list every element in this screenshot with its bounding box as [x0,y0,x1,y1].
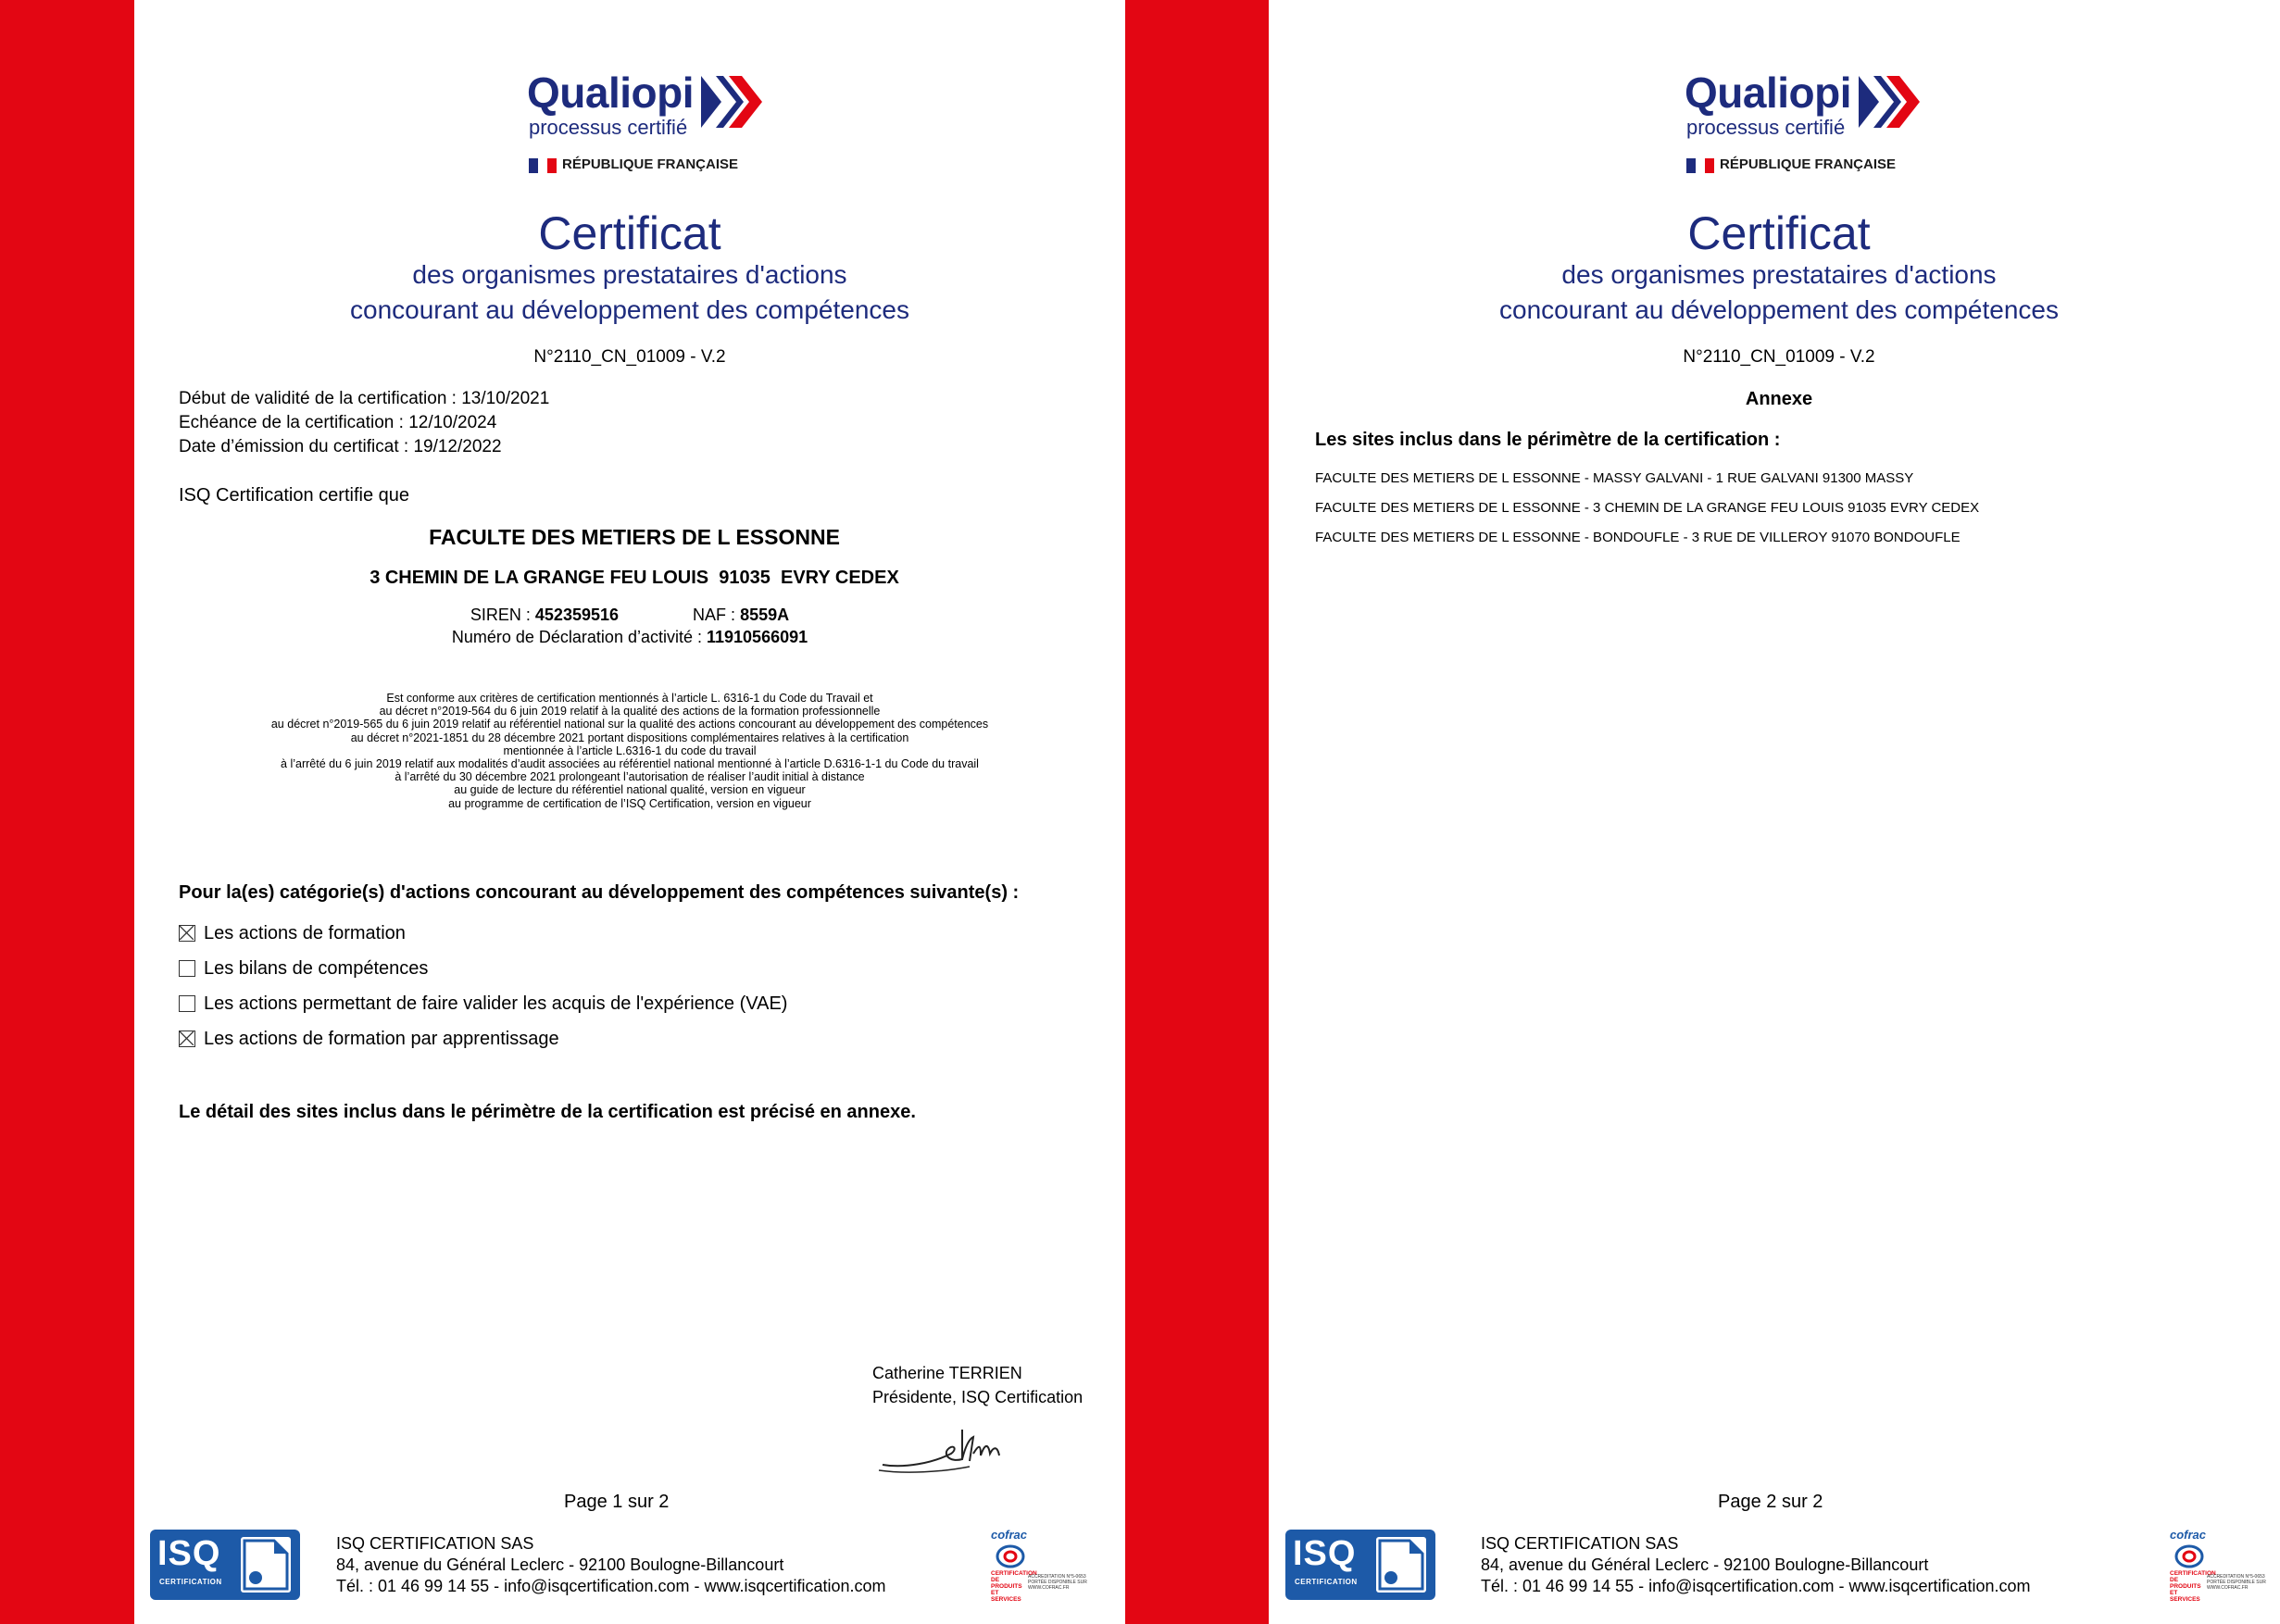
qualiopi-chevron-icon [701,76,764,128]
category-label: Les bilans de compétences [204,958,429,979]
company-name: ISQ CERTIFICATION SAS [1481,1534,1679,1553]
isq-certification-label: CERTIFICATION [1295,1578,1358,1586]
empty-checkbox-icon [179,960,195,977]
cofrac-emblem-icon [995,1543,1026,1570]
legal-line: au décret n°2019-564 du 6 juin 2019 relatif à la qualité des actions de la formation professionnelle [379,705,881,718]
site-item: FACULTE DES METIERS DE L ESSONNE - MASSY GALVANI - 1 RUE GALVANI 91300 MASSY [1315,470,1914,486]
cofrac-accreditation: ACCREDITATION N°5-0653 PORTÉE DISPONIBLE SUR WWW.COFRAC.FR [2207,1574,2266,1591]
cofrac-scope: CERTIFICATION DE PRODUITS ET SERVICES [991,1570,1037,1603]
certificate-page-2 [1269,0,2280,1624]
cofrac-accreditation: ACCREDITATION N°5-0653 PORTÉE DISPONIBLE SUR WWW.COFRAC.FR [1028,1574,1087,1591]
siren-value: 452359516 [534,606,620,624]
checked-checkbox-icon [179,925,195,942]
isq-wordmark: ISQ [1293,1534,1357,1573]
siren-naf-line [134,604,1125,626]
declaration-label: Numéro de Déclaration d’activité : [451,628,702,646]
legal-line: à l’arrêté du 6 juin 2019 relatif aux modalités d’audit associées au référentiel national mentionné à l’article D.6316-1-1 du Code du travail [281,757,979,771]
qualiopi-tagline: processus certifié [1686,116,1846,139]
legal-line: au décret n°2021-1851 du 28 décembre 2021 portant dispositions complémentaires relatives à la certification [350,731,909,744]
certificate-title: Certificat [538,207,721,259]
naf-label: NAF : [693,606,736,624]
company-contact: Tél. : 01 46 99 14 55 - info@isqcertification.com - www.isqcertification.com [336,1577,886,1595]
qualiopi-logo [527,67,772,178]
validity-start: Début de validité de la certification : 13/10/2021 [179,389,550,408]
signatory-name: Catherine TERRIEN [872,1364,1022,1382]
company-address: 84, avenue du Général Leclerc - 92100 Boulogne-Billancourt [336,1555,784,1574]
empty-checkbox-icon [179,995,195,1012]
republique-francaise-label: RÉPUBLIQUE FRANÇAISE [562,156,739,172]
annex-heading: Annexe [1745,389,1813,409]
categories-heading: Pour la(es) catégorie(s) d'actions concourant au développement des compétences suivante(s) : [179,882,1020,903]
certificate-document-icon [241,1537,291,1593]
site-item: FACULTE DES METIERS DE L ESSONNE - BONDOUFLE - 3 RUE DE VILLEROY 91070 BONDOUFLE [1315,530,1961,545]
certificate-page-1 [134,0,1125,1624]
isq-wordmark: ISQ [157,1534,221,1573]
naf-value: 8559A [740,606,790,624]
validity-end: Echéance de la certification : 12/10/2024 [179,413,497,432]
left-red-band [0,0,134,1624]
company-address: 84, avenue du Général Leclerc - 92100 Boulogne-Billancourt [1481,1555,1929,1574]
qualiopi-chevron-icon [1859,76,1922,128]
declaration-value: 11910566091 [707,628,808,646]
legal-line: au décret n°2019-565 du 6 juin 2019 relatif au référentiel national sur la qualité des actions concourant au développement des compétences [270,718,989,731]
middle-red-band [1125,0,1269,1624]
certificate-title: Certificat [1687,207,1871,259]
checked-checkbox-icon [179,1031,195,1047]
category-vae [179,991,787,1017]
marianne-flag-icon [1686,158,1714,173]
legal-line: au programme de certification de l’ISQ Certification, version en vigueur [448,796,811,810]
certificate-subtitle-1: des organismes prestataires d'actions [1561,260,1997,289]
isq-logo [1285,1530,1435,1600]
qualiopi-logo [1685,67,1930,178]
isq-company-info [1481,1533,2031,1597]
qualiopi-wordmark: Qualiopi [527,69,694,117]
organization-address: 3 CHEMIN DE LA GRANGE FEU LOUIS 91035 EVRY CEDEX [370,568,899,588]
category-label: Les actions permettant de faire valider les acquis de l'expérience (VAE) [204,993,788,1014]
isq-certification-label: CERTIFICATION [159,1578,222,1586]
category-apprentissage [179,1026,559,1052]
cofrac-wordmark: cofrac [2170,1528,2207,1542]
sites-heading: Les sites inclus dans le périmètre de la certification : [1315,430,1781,450]
cofrac-emblem-icon [2174,1543,2205,1570]
certificate-subtitle-1: des organismes prestataires d'actions [412,260,847,289]
legal-line: au guide de lecture du référentiel national qualité, version en vigueur [454,783,806,797]
certifies-statement: ISQ Certification certifie que [179,485,409,506]
page-number: Page 2 sur 2 [1718,1492,1823,1512]
qualiopi-tagline: processus certifié [529,116,688,139]
isq-logo [150,1530,300,1600]
cofrac-wordmark: cofrac [991,1528,1028,1542]
signatory-title: Présidente, ISQ Certification [872,1388,1084,1406]
company-contact: Tél. : 01 46 99 14 55 - info@isqcertification.com - www.isqcertification.com [1481,1577,2031,1595]
certificate-document-icon [1376,1537,1426,1593]
validity-dates [179,387,549,459]
legal-line: mentionnée à l’article L.6316-1 du code du travail [503,743,757,757]
category-label: Les actions de formation par apprentissage [204,1029,559,1049]
declaration-line [134,626,1125,648]
legal-conformity-text [134,692,1125,810]
legal-line: à l’arrêté du 30 décembre 2021 prolongeant l’autorisation de réaliser l’audit initial à distance [395,770,865,784]
certificate-number: N°2110_CN_01009 - V.2 [533,347,726,367]
site-item: FACULTE DES METIERS DE L ESSONNE - 3 CHEMIN DE LA GRANGE FEU LOUIS 91035 EVRY CEDEX [1315,500,1980,516]
marianne-flag-icon [529,158,557,173]
certificate-subtitle-2: concourant au développement des compétences [350,295,909,324]
qualiopi-wordmark: Qualiopi [1685,69,1851,117]
siren-label: SIREN : [470,606,531,624]
legal-line: Est conforme aux critères de certification mentionnés à l’article L. 6316-1 du Code du Travail et [386,692,873,705]
certificate-subtitle-2: concourant au développement des compétences [1499,295,2059,324]
isq-company-info [336,1533,886,1597]
certificate-number: N°2110_CN_01009 - V.2 [1683,347,1875,367]
category-formation [179,920,406,946]
cofrac-logo [2170,1528,2280,1613]
category-label: Les actions de formation [204,923,406,943]
cofrac-logo [991,1528,1102,1613]
category-bilans [179,956,428,981]
company-name: ISQ CERTIFICATION SAS [336,1534,534,1553]
page-number: Page 1 sur 2 [564,1492,670,1512]
signature-icon [877,1417,1016,1481]
cofrac-scope: CERTIFICATION DE PRODUITS ET SERVICES [2170,1570,2216,1603]
issue-date: Date d’émission du certificat : 19/12/2022 [179,437,502,456]
republique-francaise-label: RÉPUBLIQUE FRANÇAISE [1720,156,1897,172]
annex-detail-note: Le détail des sites inclus dans le périmètre de la certification est précisé en annexe. [179,1102,916,1122]
organization-name: FACULTE DES METIERS DE L ESSONNE [429,525,840,549]
